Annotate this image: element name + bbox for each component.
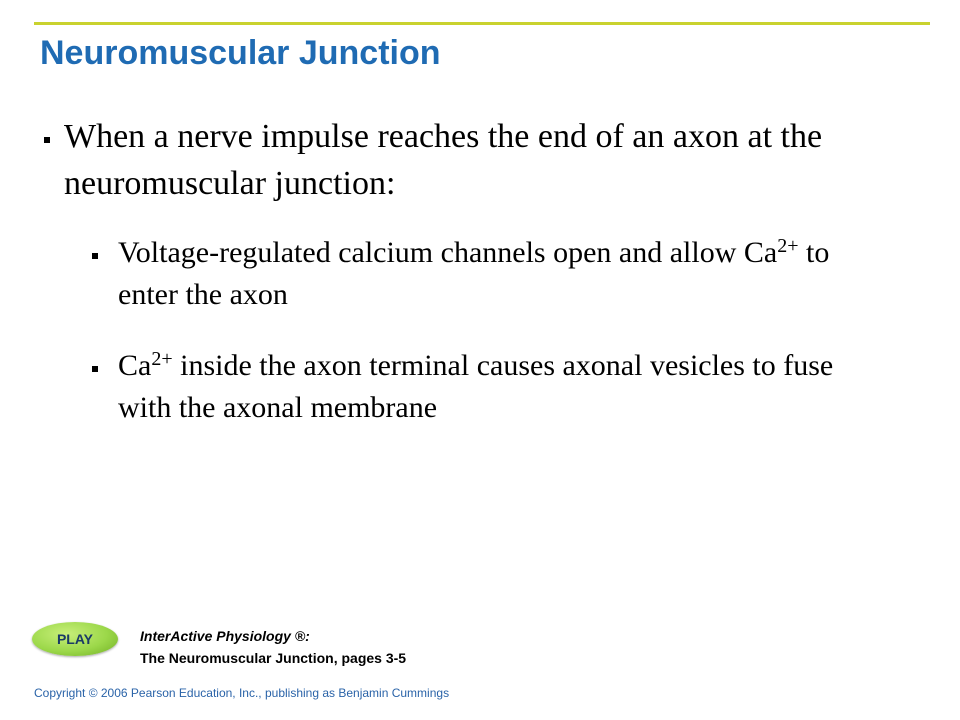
bullet-marker <box>92 253 98 259</box>
superscript: 2+ <box>151 348 173 370</box>
bullet-main <box>64 113 894 207</box>
bullet-sub-text: Ca <box>118 349 152 382</box>
bullet-sub-calcium-channels <box>118 232 878 316</box>
slide-title: Neuromuscular Junction <box>40 34 441 72</box>
superscript: 2+ <box>777 235 799 257</box>
interactive-physiology-link <box>140 625 406 669</box>
bullet-sub-text: to enter the axon <box>118 236 830 311</box>
top-divider <box>34 22 930 25</box>
play-button[interactable] <box>32 622 118 656</box>
bullet-sub-text: inside the axon terminal causes axonal vesicles to fuse with the axonal membrane <box>118 349 834 424</box>
interactive-title: InterActive Physiology ®: <box>140 628 310 644</box>
copyright-notice: Copyright © 2006 Pearson Education, Inc., publishing as Benjamin Cummings <box>34 686 450 700</box>
bullet-sub-vesicle-fusion <box>118 345 878 429</box>
bullet-marker <box>92 366 98 372</box>
bullet-main-text: When a nerve impulse reaches the end of an axon at the neuromuscular junction: <box>64 118 823 202</box>
interactive-subtitle: The Neuromuscular Junction, pages 3-5 <box>140 650 407 666</box>
play-label: PLAY <box>56 631 94 647</box>
bullet-marker <box>44 137 50 143</box>
bullet-sub-text: Voltage-regulated calcium channels open and allow Ca <box>118 236 778 269</box>
